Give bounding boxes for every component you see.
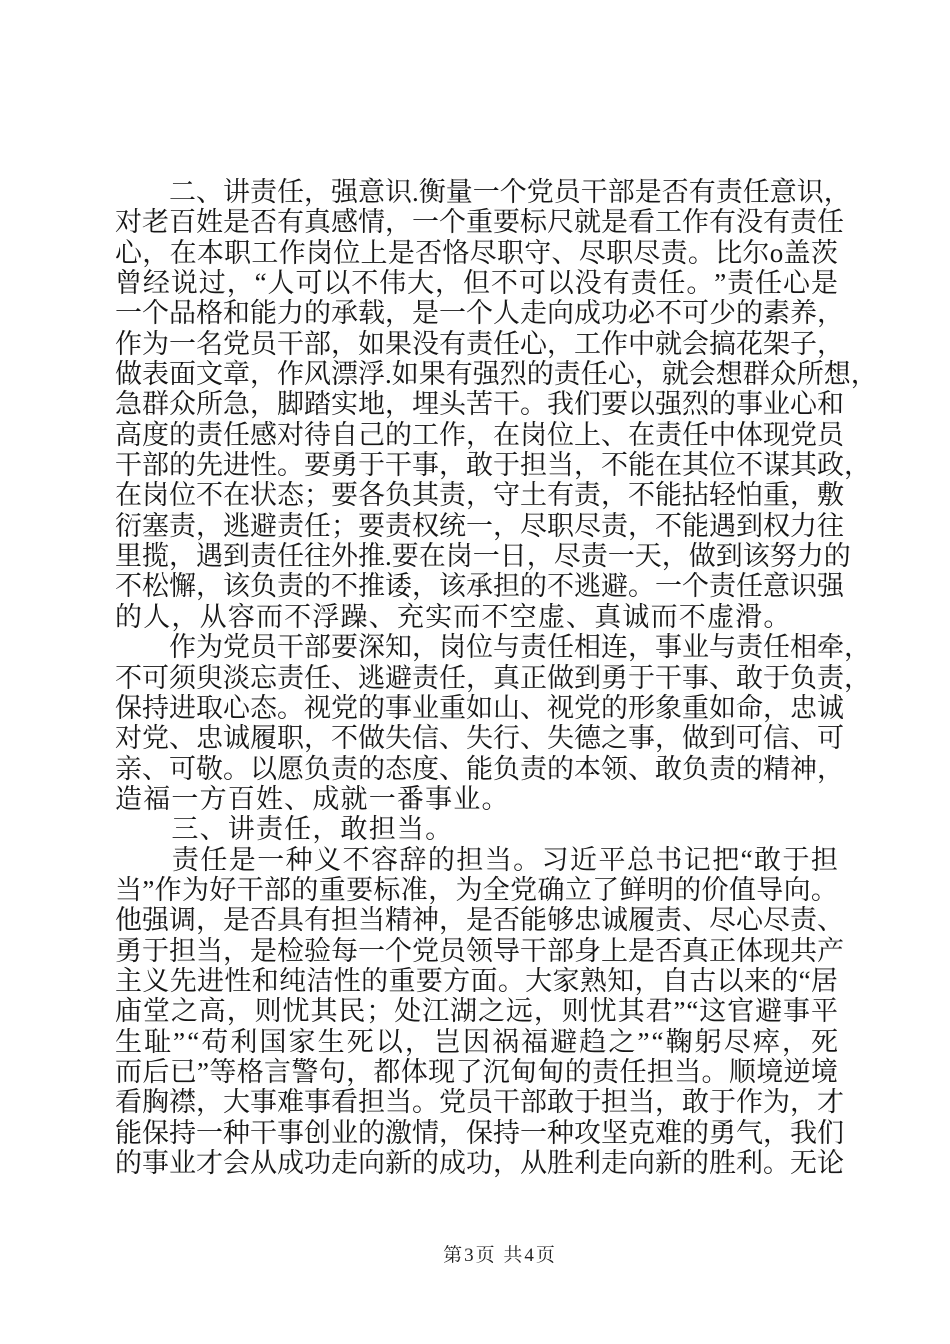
text-line: 在 岗 位 不 在 状 态 ； 要 各 负 其 责 ， 守 土 有 责 ， 不 能 拈 轻 怕 重 ， 敷 (115, 480, 844, 511)
text-line: 作 为 一 名 党 员 干 部 ， 如 果 没 有 责 任 心 ， 工 作 中 就 会 搞 花 架 子 ， (115, 328, 844, 359)
text-line: 做 表 面 文 章 ， 作 风 漂 浮 . 如 果 有 强 烈 的 责 任 心 ， 就 会 想 群 众 所 想 ， (115, 359, 878, 390)
text-line: 主 义 先 进 性 和 纯 洁 性 的 重 要 方 面 。 大 家 熟 知 ， 自 古 以 来 的 “ 居 (115, 965, 838, 996)
text-line: 不 可 须 臾 淡 忘 责 任 、 逃 避 责 任 ， 真 正 做 到 勇 于 干 事 、 敢 于 负 责 ， (115, 662, 871, 693)
text-line: 的 人 ， 从 容 而 不 浮 躁 、 充 实 而 不 空 虚 、 真 诚 而 不 虚 滑 。 (115, 601, 791, 632)
text-line: 看 胸 襟 ， 大 事 难 事 看 担 当 。 党 员 干 部 敢 于 担 当 ， 敢 于 作 为 ， 才 (115, 1087, 844, 1118)
text-line: 能 保 持 一 种 干 事 创 业 的 激 情 ， 保 持 一 种 攻 坚 克 难 的 勇 气 ， 我 们 (115, 1117, 844, 1148)
text-line: 里 揽 ， 遇 到 责 任 往 外 推 . 要 在 岗 一 日 ， 尽 责 一 天 ， 做 到 该 努 力 的 (115, 541, 851, 572)
text-line: 保 持 进 取 心 态 。 视 党 的 事 业 重 如 山 、 视 党 的 形 象 重 如 命 ， 忠 诚 (115, 692, 844, 723)
text-line: 干 部 的 先 进 性 。 要 勇 于 干 事 ， 敢 于 担 当 ， 不 能 在 其 位 不 谋 其 政 ， (115, 450, 871, 481)
text-line: 三 、 讲 责 任 ， 敢 担 当 。 (171, 814, 453, 845)
document-body (115, 177, 878, 1178)
text-line: 衍 塞 责 ， 逃 避 责 任 ； 要 责 权 统 一 ， 尽 职 尽 责 ， 不 能 遇 到 权 力 往 (115, 510, 844, 541)
page-footer (25, 1240, 950, 1267)
text-line: 的 事 业 才 会 从 成 功 走 向 新 的 成 功 ， 从 胜 利 走 向 新 的 胜 利 。 无 论 (115, 1148, 844, 1178)
text-line: 高 度 的 责 任 感 对 待 自 己 的 工 作 ， 在 岗 位 上 、 在 责 任 中 体 现 党 员 (115, 419, 844, 450)
text-line: 急 群 众 所 急 ， 脚 踏 实 地 ， 埋 头 苦 干 。 我 们 要 以 强 烈 的 事 业 心 和 (115, 389, 844, 420)
text-line: 当 ” 作 为 好 干 部 的 重 要 标 准 ， 为 全 党 确 立 了 鲜 明 的 价 值 导 向 。 (115, 874, 838, 905)
text-line: 不 松 懈 ， 该 负 责 的 不 推 诿 ， 该 承 担 的 不 逃 避 。 一 个 责 任 意 识 强 (115, 571, 844, 602)
text-line: 对 老 百 姓 是 否 有 真 感 情 ， 一 个 重 要 标 尺 就 是 看 工 作 有 没 有 责 任 (115, 207, 844, 238)
text-line: 造 福 一 方 百 姓 、 成 就 一 番 事 业 。 (115, 783, 509, 814)
text-line: 对 党 、 忠 诚 履 职 ， 不 做 失 信 、 失 行 、 失 德 之 事 ， 做 到 可 信 、 可 (115, 723, 844, 754)
text-line: 勇 于 担 当 ， 是 检 验 每 一 个 党 员 领 导 干 部 身 上 是 否 真 正 体 现 共 产 (115, 935, 844, 966)
text-line: 责 任 是 一 种 义 不 容 辞 的 担 当 。 习 近 平 总 书 记 把 “ 敢 于 担 (171, 844, 838, 875)
text-line: 亲 、 可 敬 。 以 愿 负 责 的 态 度 、 能 负 责 的 本 领 、 敢 负 责 的 精 神 ， (115, 753, 844, 784)
text-line: 一 个 品 格 和 能 力 的 承 载 ， 是 一 个 人 走 向 成 功 必 不 可 少 的 素 养 ， (115, 298, 844, 329)
text-line: 而 后 已 ” 等 格 言 警 句 ， 都 体 现 了 沉 甸 甸 的 责 任 担 当 。 顺 境 逆 境 (115, 1056, 838, 1087)
page-number: 第3页 共4页 (443, 1245, 557, 1266)
text-line: 生 耻 ” “ 苟 利 国 家 生 死 以 ， 岂 因 祸 福 避 趋 之 ” “ 鞠 躬 尽 瘁 ， 死 (115, 1026, 838, 1057)
text-line: 二 、 讲 责 任 ， 强 意 识 . 衡 量 一 个 党 员 干 部 是 否 有 责 任 意 识 ， (169, 177, 851, 207)
text-line: 曾 经 说 过 ， “ 人 可 以 不 伟 大 ， 但 不 可 以 没 有 责 任 。 ” 责 任 心 是 (115, 268, 838, 299)
text-line: 庙 堂 之 高 ， 则 忧 其 民 ； 处 江 湖 之 远 ， 则 忧 其 君 ” “ 这 官 避 事 平 (115, 996, 838, 1027)
text-line: 作 为 党 员 干 部 要 深 知 ， 岗 位 与 责 任 相 连 ， 事 业 与 责 任 相 牵 ， (169, 632, 871, 663)
text-line: 他 强 调 ， 是 否 具 有 担 当 精 神 ， 是 否 能 够 忠 诚 履 责 、 尽 心 尽 责 、 (115, 905, 844, 936)
text-line: 心 ， 在 本 职 工 作 岗 位 上 是 否 恪 尽 职 守 、 尽 职 尽 责 。 比 尔 o 盖 茨 (115, 237, 838, 268)
